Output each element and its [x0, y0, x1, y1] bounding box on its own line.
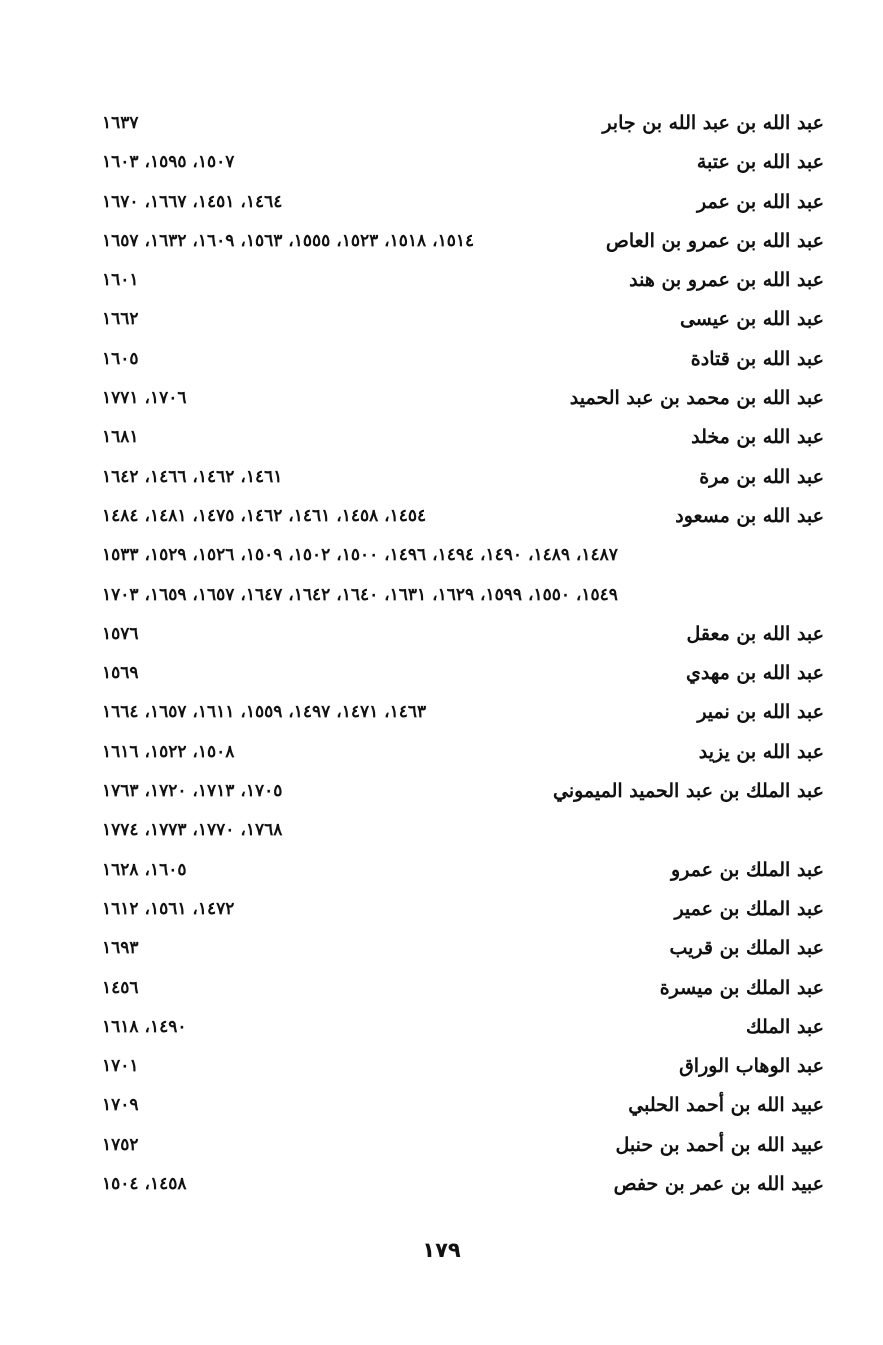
- index-entry-continuation: [100, 578, 824, 617]
- index-entry: [100, 1167, 824, 1206]
- index-entry: [100, 774, 824, 813]
- entry-references: ١٧٠٥، ١٧١٣، ١٧٢٠، ١٧٦٣: [102, 781, 283, 802]
- index-entry: [100, 853, 824, 892]
- entry-references: ١٤٥٤، ١٤٥٨، ١٤٦١، ١٤٦٢، ١٤٧٥، ١٤٨١، ١٤٨٤: [102, 505, 427, 526]
- index-entry: [100, 1049, 824, 1088]
- entry-name: عبد الله بن مسعود: [675, 504, 824, 527]
- entry-references: ١٤٧٢، ١٥٦١، ١٦١٢: [102, 898, 235, 919]
- entry-name: عبيد الله بن أحمد الحلبي: [628, 1094, 824, 1117]
- index-entry: [100, 263, 824, 302]
- entry-name: عبد الله بن نمير: [697, 701, 824, 724]
- entry-name: عبد الله بن عيسى: [679, 308, 824, 331]
- index-entry: [100, 617, 824, 656]
- index-entry: [100, 1010, 824, 1049]
- entry-references: ١٦٩٣: [102, 938, 139, 959]
- index-entry: [100, 460, 824, 499]
- entry-name: عبد الله بن عتبة: [696, 151, 824, 174]
- entry-references: ١٧٠٩: [102, 1095, 139, 1116]
- entry-name: عبد الملك بن عمير: [674, 897, 824, 920]
- entry-name: عبد الله بن عمرو بن العاص: [605, 229, 824, 252]
- index-entry: [100, 931, 824, 970]
- index-entry-continuation: [100, 813, 824, 852]
- entry-references: ١٧٠٦، ١٧٧١: [102, 388, 187, 409]
- index-list: [100, 106, 824, 1206]
- page-number: ١٧٩: [422, 1238, 461, 1262]
- entry-name: عبد الله بن عمر: [697, 190, 824, 213]
- entry-references: ١٤٨٧، ١٤٨٩، ١٤٩٠، ١٤٩٤، ١٤٩٦، ١٥٠٠، ١٥٠٢، ١٥٠٩، ١٥٢٦، ١٥٢٩، ١٥٣٣: [102, 545, 618, 566]
- entry-references: ١٤٦٤، ١٤٥١، ١٦٦٧، ١٦٧٠: [102, 191, 283, 212]
- index-entry: [100, 892, 824, 931]
- entry-name: عبد الله بن عمرو بن هند: [629, 269, 824, 292]
- entry-name: عبد الله بن مرة: [699, 465, 824, 488]
- entry-references: ١٦٨١: [102, 427, 139, 448]
- entry-name: عبد الله بن يزيد: [698, 740, 824, 763]
- index-entry: [100, 342, 824, 381]
- entry-name: عبد الله بن مهدي: [686, 662, 824, 685]
- entry-references: ١٦٣٧: [102, 113, 139, 133]
- entry-references: ١٥٤٩، ١٥٥٠، ١٥٩٩، ١٦٢٩، ١٦٣١، ١٦٤٠، ١٦٤٢، ١٦٤٧، ١٦٥٧، ١٦٥٩، ١٧٠٣: [102, 584, 618, 605]
- index-entry: [100, 499, 824, 538]
- index-entry: [100, 106, 824, 145]
- entry-references: ١٥٠٨، ١٥٢٢، ١٦١٦: [102, 741, 235, 762]
- index-entry: [100, 1088, 824, 1127]
- index-entry: [100, 224, 824, 263]
- entry-references: ١٦٠١: [102, 270, 139, 291]
- entry-name: عبد الله بن عبد الله بن جابر: [602, 112, 824, 134]
- index-entry: [100, 656, 824, 695]
- entry-references: ١٧٠١: [102, 1056, 139, 1077]
- entry-name: عبد الملك بن عمرو: [671, 858, 824, 881]
- index-entry-continuation: [100, 538, 824, 577]
- entry-references: ١٤٥٨، ١٥٠٤: [102, 1174, 187, 1195]
- index-entry: [100, 420, 824, 459]
- index-entry: [100, 735, 824, 774]
- entry-name: عبد الملك: [745, 1015, 824, 1038]
- index-entry: [100, 145, 824, 184]
- entry-references: ١٦٠٥، ١٦٢٨: [102, 859, 187, 880]
- entry-references: ١٧٦٨، ١٧٧٠، ١٧٧٣، ١٧٧٤: [102, 820, 283, 841]
- entry-references: ١٦٠٥: [102, 348, 139, 369]
- entry-references: ١٤٥٦: [102, 977, 139, 998]
- entry-name: عبد الله بن قتادة: [690, 347, 824, 370]
- entry-references: ١٤٦١، ١٤٦٢، ١٤٦٦، ١٦٤٢: [102, 466, 283, 487]
- entry-name: عبيد الله بن عمر بن حفص: [613, 1173, 824, 1196]
- entry-references: ١٧٥٢: [102, 1134, 139, 1155]
- index-entry: [100, 695, 824, 734]
- entry-references: ١٤٩٠، ١٦١٨: [102, 1016, 187, 1037]
- entry-name: عبد الملك بن ميسرة: [659, 976, 824, 999]
- entry-references: ١٥٠٧، ١٥٩٥، ١٦٠٣: [102, 152, 235, 173]
- entry-name: عبد الله بن مخلد: [691, 426, 824, 449]
- entry-references: ١٥١٤، ١٥١٨، ١٥٢٣، ١٥٥٥، ١٥٦٣، ١٦٠٩، ١٦٣٢، ١٦٥٧: [102, 230, 475, 251]
- index-entry: [100, 302, 824, 341]
- index-entry: [100, 381, 824, 420]
- entry-name: عبد الله بن معقل: [686, 622, 824, 645]
- entry-name: عبد الملك بن عبد الحميد الميموني: [552, 780, 824, 803]
- entry-references: ١٥٧٦: [102, 623, 139, 644]
- index-entry: [100, 971, 824, 1010]
- entry-references: ١٥٦٩: [102, 663, 139, 684]
- index-entry: [100, 185, 824, 224]
- entry-name: عبد الوهاب الوراق: [679, 1055, 824, 1078]
- entry-name: عبد الله بن محمد بن عبد الحميد: [569, 387, 824, 410]
- entry-name: عبيد الله بن أحمد بن حنبل: [615, 1133, 824, 1156]
- index-entry: [100, 1128, 824, 1167]
- entry-name: عبد الملك بن قريب: [669, 937, 824, 960]
- entry-references: ١٦٦٢: [102, 309, 139, 330]
- entry-references: ١٤٦٣، ١٤٧١، ١٤٩٧، ١٥٥٩، ١٦١١، ١٦٥٧، ١٦٦٤: [102, 702, 427, 723]
